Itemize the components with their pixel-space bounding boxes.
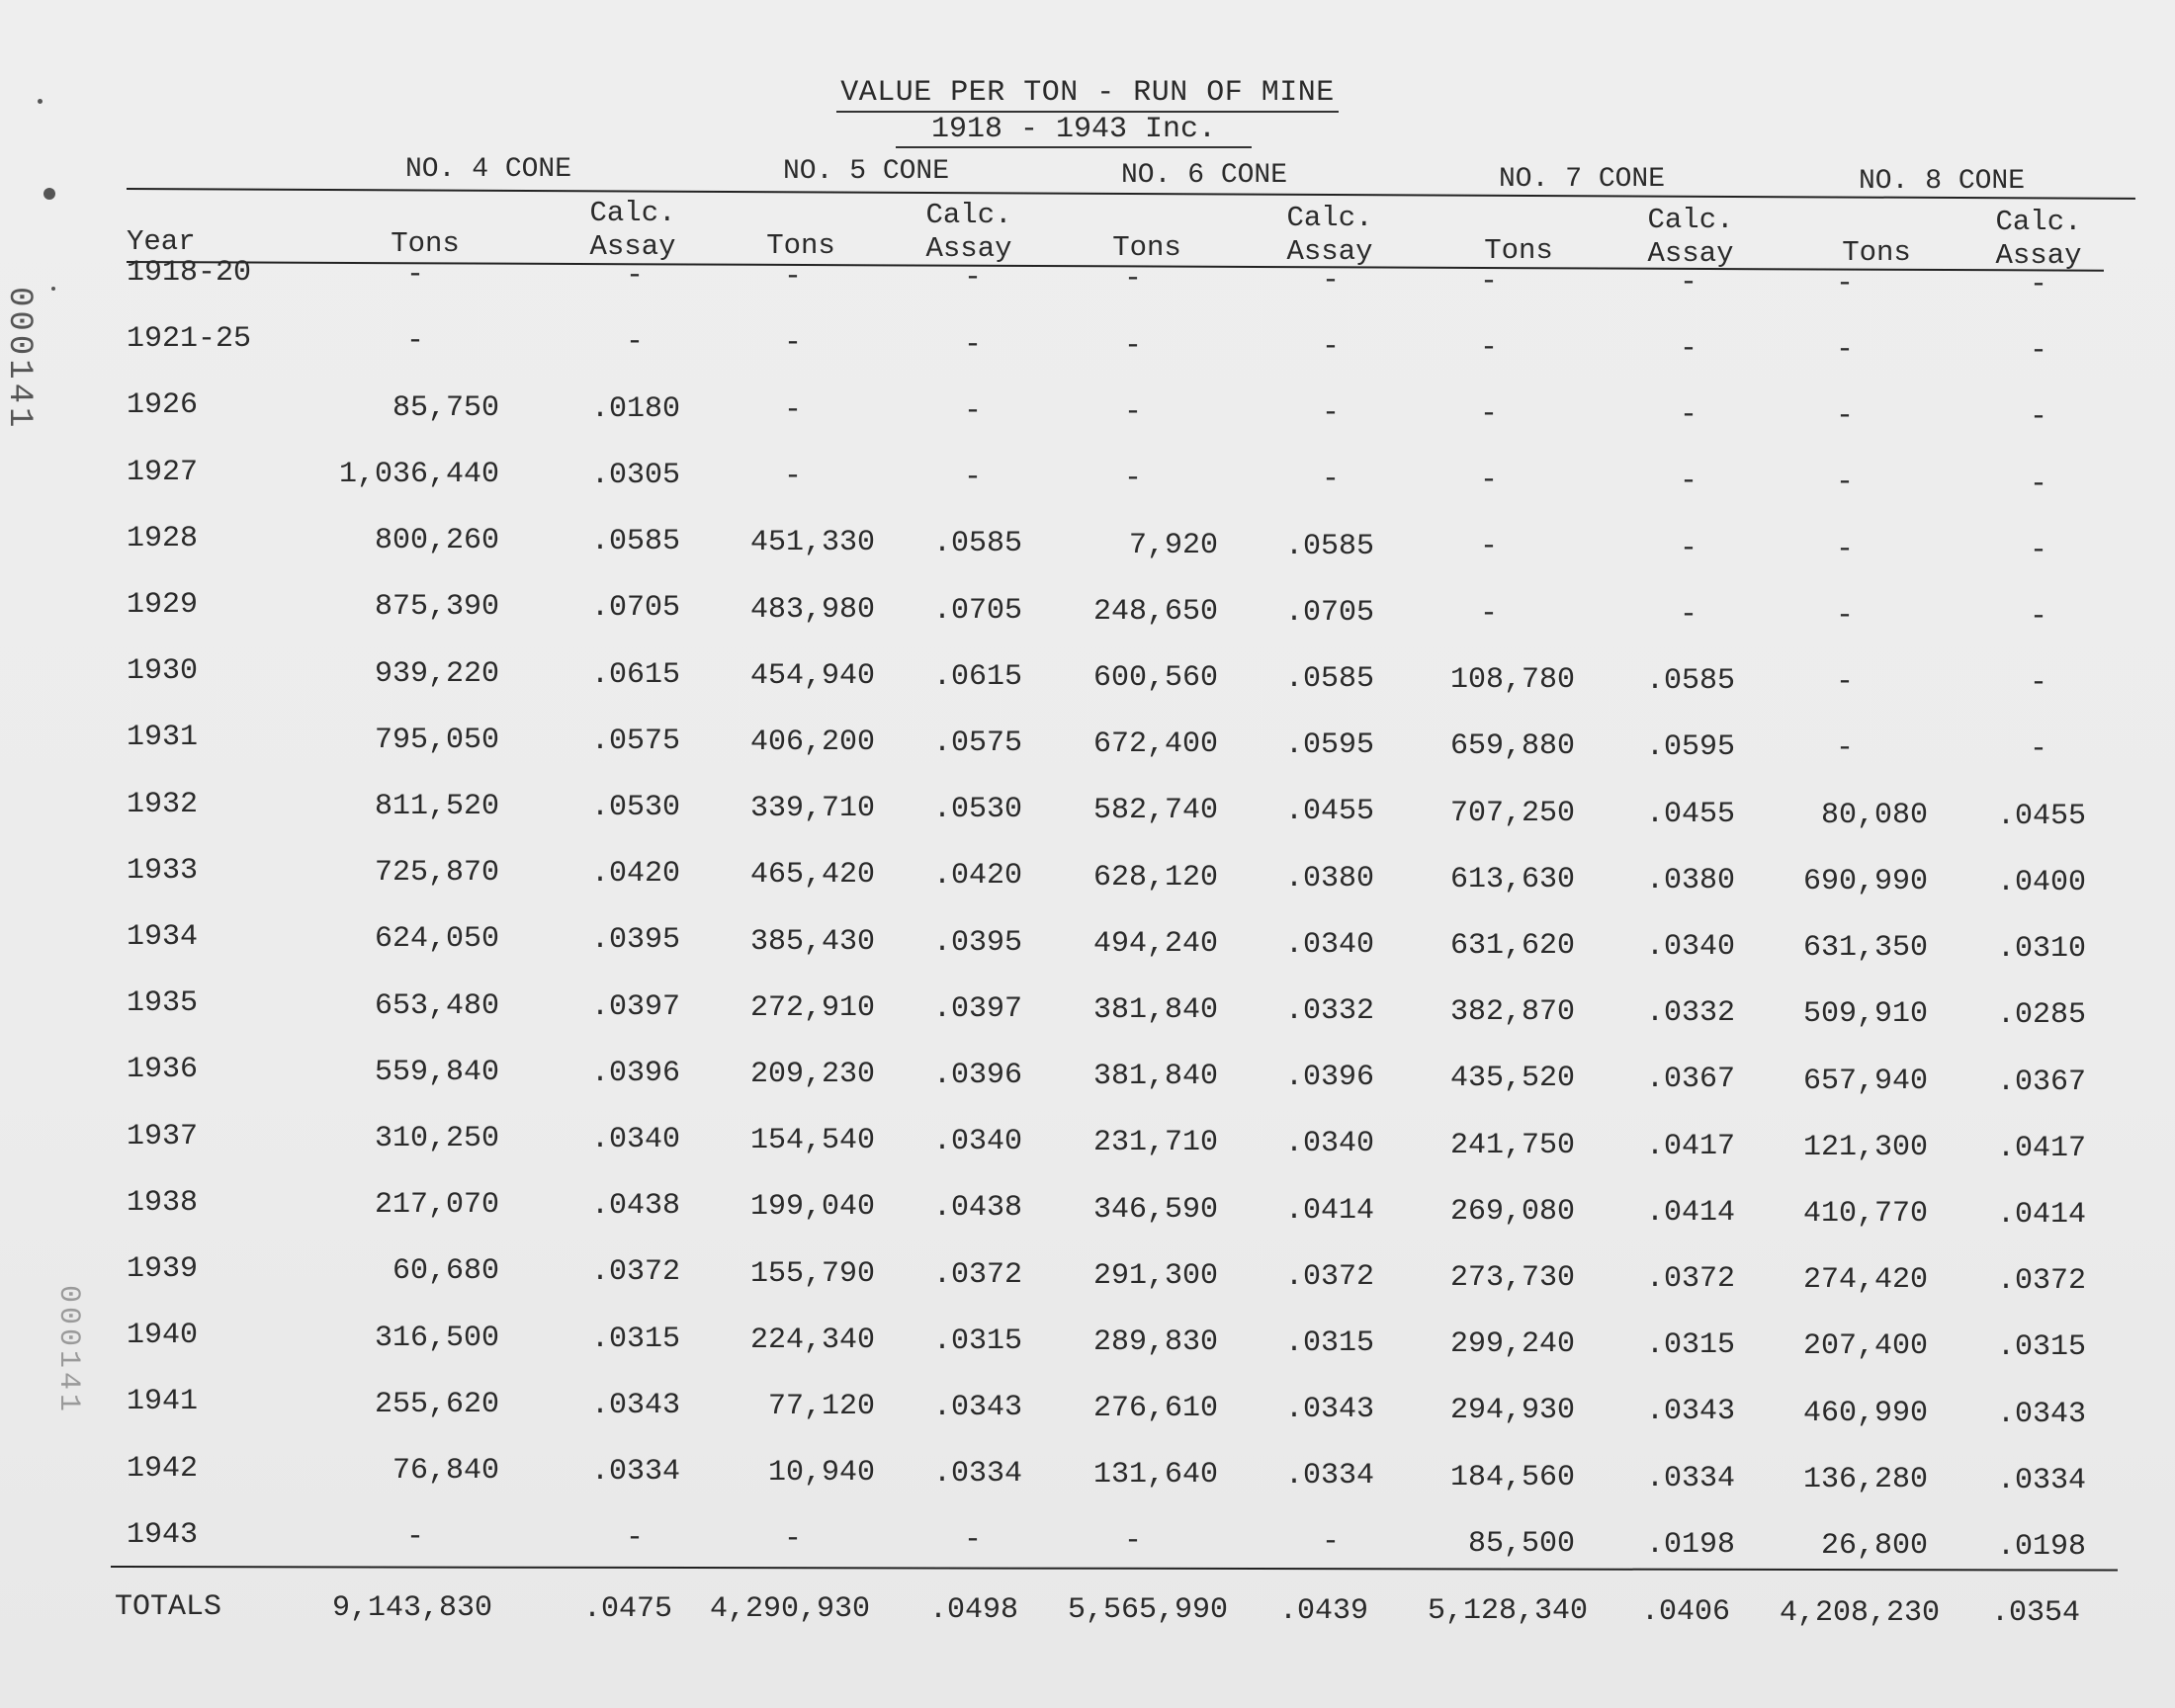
- assay-cell: .0334: [590, 1455, 680, 1490]
- assay-cell: .0372: [1996, 1264, 2086, 1299]
- tons-cell: 707,250: [1449, 796, 1575, 830]
- calc-assay-header-line1: Calc.: [1286, 201, 1373, 234]
- tons-cell: 121,300: [1802, 1130, 1928, 1164]
- assay-cell: .0615: [932, 659, 1022, 694]
- assay-cell: -: [1321, 463, 1340, 497]
- assay-cell: -: [1679, 331, 1697, 366]
- tons-cell: 582,740: [1092, 794, 1218, 828]
- assay-cell: .0420: [590, 857, 680, 892]
- year-cell: 1932: [127, 787, 199, 821]
- assay-cell: .0595: [1284, 728, 1374, 763]
- tons-cell: -: [783, 392, 802, 427]
- tons-cell: -: [1835, 266, 1854, 300]
- tons-cell: 294,930: [1449, 1394, 1575, 1428]
- total-tons-cell: 5,128,340: [1427, 1594, 1588, 1629]
- assay-cell: .0575: [932, 726, 1022, 761]
- total-tons-cell: 4,208,230: [1779, 1595, 1940, 1630]
- assay-cell: -: [2029, 732, 2047, 767]
- calc-assay-header-line2: Assay: [1647, 236, 1734, 270]
- tons-cell: 672,400: [1092, 727, 1218, 762]
- assay-cell: .0340: [932, 1125, 1022, 1159]
- assay-cell: -: [963, 460, 982, 494]
- tons-cell: 406,200: [749, 726, 875, 760]
- assay-cell: -: [1321, 263, 1340, 298]
- tons-cell: 316,500: [374, 1321, 499, 1355]
- assay-cell: .0305: [590, 459, 680, 493]
- tons-cell: -: [1835, 598, 1854, 633]
- assay-cell: .0340: [590, 1123, 680, 1157]
- assay-cell: .0343: [932, 1391, 1022, 1425]
- assay-cell: -: [1679, 265, 1697, 299]
- tons-cell: 795,050: [374, 723, 499, 757]
- year-cell: 1930: [127, 654, 199, 689]
- tons-cell: 465,420: [749, 858, 875, 893]
- assay-cell: .0455: [1645, 797, 1735, 831]
- margin-stamp: 000141: [0, 287, 38, 432]
- tons-cell: -: [1835, 664, 1854, 699]
- tons-cell: 291,300: [1092, 1258, 1218, 1293]
- totals-label: TOTALS: [115, 1590, 222, 1624]
- year-cell: 1931: [127, 721, 199, 755]
- tons-header: Tons: [766, 229, 835, 263]
- assay-cell: .0180: [590, 391, 680, 426]
- assay-cell: -: [963, 1523, 982, 1558]
- tons-cell: -: [783, 459, 802, 493]
- assay-cell: .0414: [1284, 1193, 1374, 1228]
- tons-cell: 657,940: [1802, 1064, 1928, 1098]
- tons-cell: -: [1835, 731, 1854, 766]
- tons-cell: 7,920: [1128, 528, 1218, 562]
- assay-cell: -: [1321, 329, 1340, 364]
- assay-cell: .0396: [590, 1056, 680, 1090]
- assay-cell: .0396: [932, 1059, 1022, 1093]
- assay-cell: .0585: [932, 527, 1022, 561]
- total-tons-cell: 9,143,830: [331, 1591, 492, 1626]
- tons-cell: 209,230: [749, 1058, 875, 1092]
- tons-cell: -: [1479, 530, 1498, 564]
- assay-cell: .0372: [1284, 1259, 1374, 1294]
- tons-cell: -: [1479, 596, 1498, 631]
- assay-cell: .0575: [590, 724, 680, 758]
- tons-cell: 811,520: [374, 789, 499, 823]
- assay-cell: .0315: [1645, 1328, 1735, 1363]
- assay-cell: .0615: [590, 657, 680, 692]
- tons-cell: 26,800: [1820, 1529, 1928, 1564]
- tons-cell: 207,400: [1802, 1329, 1928, 1364]
- assay-cell: .0414: [1996, 1198, 2086, 1233]
- assay-cell: .0310: [1996, 932, 2086, 967]
- year-cell: 1943: [127, 1517, 199, 1552]
- total-tons-cell: 5,565,990: [1067, 1593, 1228, 1628]
- tons-cell: 659,880: [1449, 729, 1575, 764]
- assay-cell: .0198: [1645, 1527, 1735, 1562]
- assay-cell: .0396: [1284, 1061, 1374, 1095]
- tons-header: Tons: [1112, 231, 1181, 265]
- assay-cell: .0343: [1996, 1397, 2086, 1431]
- assay-cell: -: [1679, 398, 1697, 433]
- tons-cell: 60,680: [392, 1254, 499, 1289]
- calc-assay-header-line1: Calc.: [1647, 203, 1734, 236]
- tons-cell: 241,750: [1449, 1128, 1575, 1162]
- tons-cell: -: [783, 260, 802, 295]
- assay-cell: .0530: [590, 791, 680, 825]
- tons-cell: 346,590: [1092, 1192, 1218, 1227]
- assay-cell: .0397: [932, 991, 1022, 1026]
- assay-cell: .0705: [1284, 595, 1374, 630]
- tons-cell: 509,910: [1802, 997, 1928, 1032]
- tons-cell: 628,120: [1092, 860, 1218, 895]
- tons-cell: -: [405, 324, 424, 358]
- assay-cell: .0332: [1284, 994, 1374, 1029]
- calc-assay-header-line1: Calc.: [1995, 205, 2082, 238]
- assay-cell: .0372: [932, 1257, 1022, 1292]
- total-assay-cell: .0439: [1278, 1593, 1368, 1628]
- tons-cell: 339,710: [749, 792, 875, 826]
- tons-cell: 653,480: [374, 988, 499, 1023]
- assay-cell: -: [2029, 400, 2047, 435]
- tons-cell: 939,220: [374, 656, 499, 691]
- totals-rule: [111, 1566, 2118, 1572]
- tons-cell: 131,640: [1092, 1458, 1218, 1493]
- page-title: VALUE PER TON - RUN OF MINE: [836, 75, 1339, 113]
- tons-cell: -: [1123, 262, 1142, 297]
- tons-cell: 410,770: [1802, 1197, 1928, 1232]
- assay-cell: .0343: [590, 1388, 680, 1422]
- tons-cell: 155,790: [749, 1256, 875, 1291]
- assay-cell: .0334: [1284, 1459, 1374, 1494]
- tons-cell: 269,080: [1449, 1194, 1575, 1229]
- year-cell: 1940: [127, 1319, 199, 1353]
- tons-cell: 385,430: [749, 924, 875, 959]
- tons-cell: 382,870: [1449, 995, 1575, 1030]
- assay-cell: .0438: [590, 1189, 680, 1224]
- assay-cell: .0400: [1996, 866, 2086, 900]
- assay-cell: -: [625, 259, 644, 294]
- tons-cell: 460,990: [1802, 1396, 1928, 1430]
- tons-cell: 248,650: [1092, 594, 1218, 629]
- assay-cell: .0705: [932, 593, 1022, 628]
- tons-cell: 454,940: [749, 658, 875, 693]
- tons-cell: 559,840: [374, 1055, 499, 1089]
- assay-cell: -: [2029, 267, 2047, 301]
- assay-cell: .0455: [1996, 799, 2086, 833]
- tons-cell: -: [1835, 466, 1854, 500]
- year-header: Year: [127, 225, 196, 258]
- assay-cell: .0315: [1284, 1326, 1374, 1361]
- assay-cell: .0285: [1996, 998, 2086, 1033]
- calc-assay-header-line2: Assay: [1995, 238, 2082, 272]
- year-cell: 1939: [127, 1252, 199, 1286]
- tons-cell: -: [1479, 264, 1498, 299]
- year-cell: 1928: [127, 521, 199, 555]
- paper-speck: [51, 287, 55, 291]
- cone-7-label: NO. 7 CONE: [1499, 164, 1666, 195]
- assay-cell: .0343: [1645, 1395, 1735, 1429]
- tons-cell: 381,840: [1092, 1060, 1218, 1094]
- assay-cell: .0530: [932, 793, 1022, 827]
- assay-cell: .0315: [590, 1322, 680, 1356]
- tons-cell: 875,390: [374, 590, 499, 625]
- tons-cell: 231,710: [1092, 1126, 1218, 1160]
- assay-cell: .0414: [1645, 1195, 1735, 1230]
- tons-cell: 690,990: [1802, 865, 1928, 899]
- total-assay-cell: .0475: [582, 1591, 672, 1626]
- tons-cell: 136,280: [1802, 1462, 1928, 1496]
- tons-cell: 77,120: [767, 1390, 875, 1424]
- page-subtitle: 1918 - 1943 Inc.: [896, 113, 1252, 148]
- tons-cell: 1,036,440: [338, 457, 499, 491]
- assay-cell: .0372: [590, 1255, 680, 1290]
- tons-cell: -: [1123, 328, 1142, 363]
- tons-cell: 310,250: [374, 1121, 499, 1155]
- year-cell: 1937: [127, 1119, 199, 1153]
- year-cell: 1934: [127, 920, 199, 954]
- assay-cell: -: [1679, 465, 1697, 499]
- tons-cell: -: [405, 257, 424, 292]
- assay-cell: .0367: [1645, 1063, 1735, 1097]
- tons-cell: 435,520: [1449, 1062, 1575, 1096]
- year-cell: 1942: [127, 1451, 199, 1486]
- tons-cell: 274,420: [1802, 1263, 1928, 1298]
- assay-cell: .0198: [1996, 1530, 2086, 1565]
- tons-cell: 272,910: [749, 990, 875, 1025]
- total-tons-cell: 4,290,930: [709, 1592, 870, 1627]
- assay-cell: .0420: [932, 859, 1022, 894]
- tons-cell: 184,560: [1449, 1460, 1575, 1494]
- assay-cell: -: [1321, 395, 1340, 430]
- assay-cell: .0372: [1645, 1262, 1735, 1297]
- tons-cell: 299,240: [1449, 1327, 1575, 1362]
- assay-cell: .0585: [590, 525, 680, 559]
- assay-cell: .0315: [1996, 1330, 2086, 1365]
- assay-cell: -: [625, 1520, 644, 1555]
- tons-cell: 631,620: [1449, 929, 1575, 964]
- tons-cell: 624,050: [374, 922, 499, 957]
- assay-cell: .0395: [932, 925, 1022, 960]
- assay-cell: .0455: [1284, 795, 1374, 829]
- year-cell: 1941: [127, 1385, 199, 1419]
- total-assay-cell: .0406: [1640, 1594, 1730, 1629]
- assay-cell: .0332: [1645, 996, 1735, 1031]
- assay-cell: -: [2029, 334, 2047, 369]
- tons-cell: 76,840: [392, 1453, 499, 1488]
- tons-cell: 631,350: [1802, 931, 1928, 966]
- tons-cell: 154,540: [749, 1124, 875, 1158]
- tons-header: Tons: [1842, 235, 1911, 269]
- total-assay-cell: .0498: [928, 1592, 1018, 1627]
- year-cell: 1926: [127, 388, 199, 423]
- assay-cell: -: [2029, 467, 2047, 501]
- year-cell: 1935: [127, 986, 199, 1021]
- tons-cell: 600,560: [1092, 661, 1218, 696]
- tons-cell: 255,620: [374, 1387, 499, 1421]
- assay-cell: .0585: [1645, 664, 1735, 699]
- tons-cell: 613,630: [1449, 862, 1575, 897]
- calc-assay-header-line1: Calc.: [925, 199, 1012, 232]
- assay-cell: -: [963, 261, 982, 296]
- tons-cell: 483,980: [749, 592, 875, 627]
- assay-cell: .0343: [1284, 1393, 1374, 1427]
- tons-cell: -: [1479, 330, 1498, 365]
- assay-cell: .0315: [932, 1324, 1022, 1358]
- assay-cell: -: [963, 393, 982, 428]
- paper-speck: [44, 188, 55, 200]
- assay-cell: .0397: [590, 989, 680, 1024]
- tons-cell: -: [1835, 532, 1854, 566]
- tons-cell: -: [1479, 464, 1498, 498]
- tons-cell: 224,340: [749, 1323, 875, 1357]
- year-cell: 1918-20: [127, 256, 252, 290]
- tons-cell: -: [1123, 461, 1142, 495]
- assay-cell: .0585: [1284, 662, 1374, 697]
- total-assay-cell: .0354: [1990, 1595, 2080, 1630]
- assay-cell: .0595: [1645, 730, 1735, 765]
- assay-cell: .0438: [932, 1191, 1022, 1226]
- tons-cell: 199,040: [749, 1190, 875, 1225]
- tons-cell: 273,730: [1449, 1261, 1575, 1296]
- cone-4-label: NO. 4 CONE: [405, 154, 572, 185]
- assay-cell: .0395: [590, 923, 680, 958]
- tons-cell: 108,780: [1449, 663, 1575, 698]
- assay-cell: .0380: [1284, 861, 1374, 896]
- assay-cell: -: [1679, 531, 1697, 565]
- tons-cell: -: [783, 326, 802, 361]
- assay-cell: -: [2029, 666, 2047, 701]
- year-cell: 1927: [127, 455, 199, 489]
- calc-assay-header-line1: Calc.: [589, 197, 676, 230]
- tons-cell: 494,240: [1092, 926, 1218, 961]
- tons-cell: 276,610: [1092, 1392, 1218, 1426]
- assay-cell: -: [963, 327, 982, 362]
- tons-cell: 217,070: [374, 1188, 499, 1223]
- year-cell: 1938: [127, 1185, 199, 1220]
- assay-cell: .0340: [1645, 930, 1735, 965]
- calc-assay-header-line2: Assay: [925, 232, 1012, 266]
- year-cell: 1933: [127, 853, 199, 888]
- assay-cell: .0380: [1645, 863, 1735, 897]
- margin-stamp-faded: 000141: [51, 1285, 85, 1416]
- assay-cell: .0417: [1645, 1129, 1735, 1163]
- calc-assay-header-line2: Assay: [1286, 234, 1373, 268]
- assay-cell: .0367: [1996, 1065, 2086, 1099]
- tons-cell: 289,830: [1092, 1325, 1218, 1360]
- tons-cell: -: [1123, 394, 1142, 429]
- tons-cell: -: [1479, 396, 1498, 431]
- year-cell: 1936: [127, 1053, 199, 1087]
- tons-cell: -: [405, 1519, 424, 1554]
- tons-cell: 381,840: [1092, 993, 1218, 1028]
- tons-cell: 725,870: [374, 856, 499, 891]
- assay-cell: -: [1321, 1525, 1340, 1560]
- assay-cell: .0340: [1284, 927, 1374, 962]
- tons-cell: 800,260: [374, 524, 499, 558]
- calc-assay-header-line2: Assay: [589, 230, 676, 264]
- assay-cell: -: [625, 325, 644, 360]
- tons-cell: 451,330: [749, 526, 875, 560]
- assay-cell: .0705: [590, 591, 680, 626]
- year-cell: 1921-25: [127, 322, 252, 357]
- tons-cell: 10,940: [767, 1456, 875, 1491]
- tons-cell: 80,080: [1820, 798, 1928, 832]
- assay-cell: -: [1679, 597, 1697, 632]
- year-cell: 1929: [127, 588, 199, 622]
- tons-cell: -: [1835, 399, 1854, 434]
- tons-cell: 85,500: [1467, 1526, 1575, 1561]
- assay-cell: .0334: [1996, 1463, 2086, 1497]
- assay-cell: .0334: [1645, 1461, 1735, 1495]
- assay-cell: .0585: [1284, 529, 1374, 563]
- tons-cell: 85,750: [392, 390, 499, 425]
- tons-cell: -: [783, 1521, 802, 1556]
- title-block: [0, 75, 2175, 148]
- assay-cell: .0417: [1996, 1131, 2086, 1165]
- assay-cell: -: [2029, 599, 2047, 634]
- assay-cell: .0340: [1284, 1127, 1374, 1161]
- tons-cell: -: [1123, 1524, 1142, 1559]
- tons-header: Tons: [391, 226, 460, 260]
- assay-cell: -: [2029, 533, 2047, 567]
- cone-8-label: NO. 8 CONE: [1859, 166, 2026, 197]
- assay-cell: .0334: [932, 1457, 1022, 1492]
- cone-5-label: NO. 5 CONE: [783, 156, 950, 187]
- tons-header: Tons: [1484, 233, 1553, 267]
- tons-cell: -: [1835, 332, 1854, 367]
- cone-6-label: NO. 6 CONE: [1121, 160, 1288, 191]
